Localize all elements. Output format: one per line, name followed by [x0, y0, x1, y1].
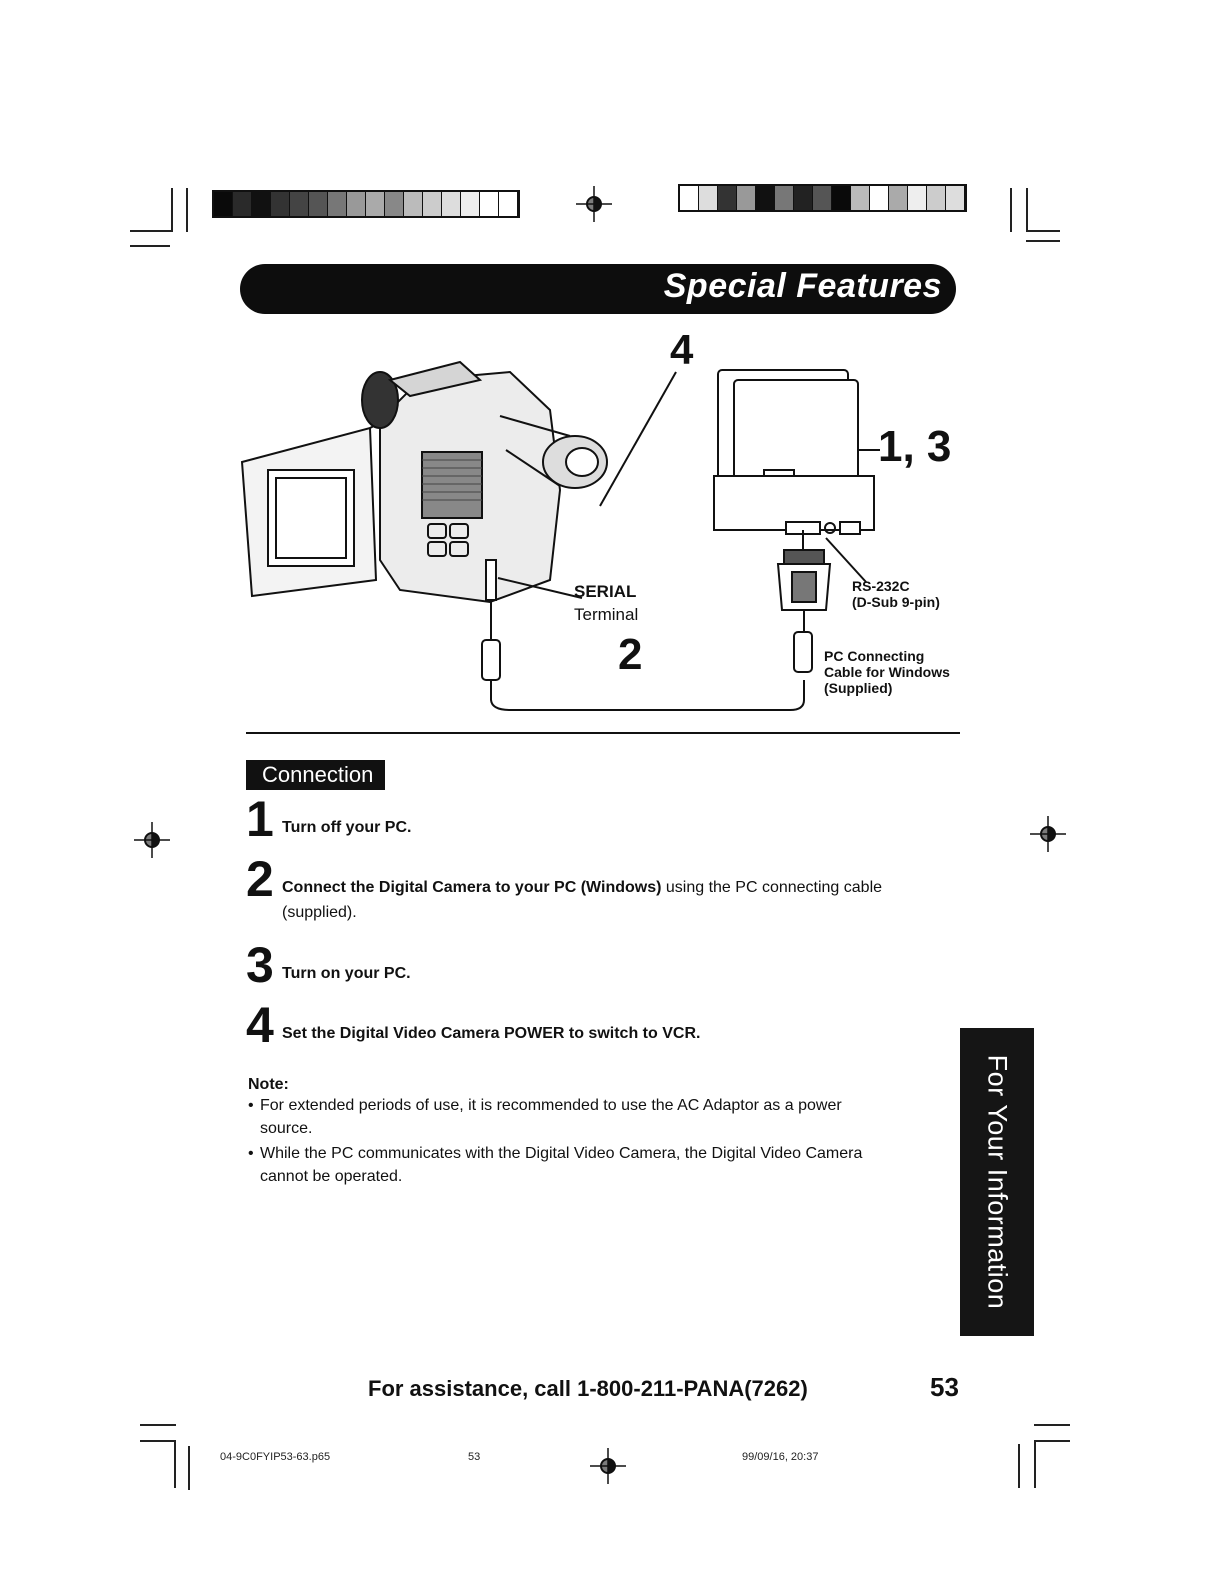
crop-mark	[1034, 1440, 1070, 1442]
step-item	[246, 851, 883, 907]
section-label-connection: Connection	[246, 760, 385, 790]
note-text: cannot be operated.	[260, 1168, 403, 1185]
print-timestamp: 99/09/16, 20:37	[742, 1451, 819, 1463]
crop-mark	[188, 1446, 190, 1490]
registration-target-icon	[1030, 816, 1066, 852]
note-item: • While the PC communicates with the Digital Video Camera, the Digital Video Camera cannot be operated.	[248, 1142, 948, 1188]
assistance-line: For assistance, call 1-800-211-PANA(7262)	[368, 1376, 808, 1401]
crop-mark	[171, 188, 173, 232]
page-number: 53	[930, 1372, 959, 1402]
step-text: Connect the Digital Camera to your PC (Windows)	[282, 879, 662, 896]
callout-step-2: 2	[618, 630, 643, 679]
side-tab	[960, 1028, 1034, 1336]
callout-step-4: 4	[670, 326, 694, 373]
registration-target-icon	[576, 186, 612, 222]
note-heading: Note:	[248, 1076, 289, 1093]
cable-label: (Supplied)	[824, 680, 893, 696]
crop-mark	[140, 1440, 176, 1442]
crop-mark	[174, 1440, 176, 1488]
cable-label: PC Connecting	[824, 648, 925, 664]
note-text: source.	[260, 1120, 313, 1137]
step-item	[246, 997, 701, 1053]
calibration-bar-right	[678, 184, 967, 212]
divider	[246, 732, 960, 734]
section-header	[240, 264, 956, 314]
step-number: 2	[246, 851, 274, 907]
note-item: • For extended periods of use, it is recommended to use the AC Adaptor as a power source.	[248, 1094, 948, 1140]
step-number: 4	[246, 997, 274, 1053]
crop-mark	[1026, 188, 1028, 232]
step-item	[246, 937, 411, 993]
registration-target-icon	[590, 1448, 626, 1484]
step-text: Turn off your PC.	[282, 819, 412, 836]
step-text: Set the Digital Video Camera POWER to switch to VCR.	[282, 1025, 701, 1042]
serial-terminal-label: SERIAL	[574, 582, 637, 601]
crop-mark	[140, 1424, 176, 1426]
print-page-number: 53	[468, 1451, 481, 1463]
crop-mark	[186, 188, 188, 232]
connection-diagram	[230, 320, 990, 720]
page-title: Special Features	[663, 267, 942, 305]
callout-step-1-3: 1, 3	[878, 422, 952, 471]
crop-mark	[1010, 188, 1012, 232]
serial-terminal-label: Terminal	[574, 605, 639, 624]
crop-mark	[1034, 1424, 1070, 1426]
crop-mark	[130, 245, 170, 247]
note-text: While the PC communicates with the Digital Video Camera, the Digital Video Camera	[260, 1145, 863, 1162]
step-number: 1	[246, 791, 274, 847]
cable-label: Cable for Windows	[824, 664, 950, 680]
crop-mark	[130, 230, 172, 232]
crop-mark	[1026, 230, 1060, 232]
side-tab-label: For Your Information	[982, 1054, 1013, 1310]
crop-mark	[1026, 240, 1060, 242]
crop-mark	[1034, 1440, 1036, 1488]
step-text-rest: using the PC connecting cable	[661, 879, 883, 896]
file-name: 04-9C0FYIP53-63.p65	[220, 1451, 331, 1463]
step-continuation: (supplied).	[282, 904, 357, 921]
step-text: Turn on your PC.	[282, 965, 411, 982]
crop-mark	[1018, 1444, 1020, 1488]
calibration-bar-left	[212, 190, 520, 218]
note-text: For extended periods of use, it is recommended to use the AC Adaptor as a power	[260, 1097, 842, 1114]
step-item	[246, 791, 412, 847]
rs232-label: RS-232C	[852, 578, 910, 594]
step-number: 3	[246, 937, 274, 993]
rs232-label: (D-Sub 9-pin)	[852, 594, 940, 610]
registration-target-icon	[134, 822, 170, 858]
